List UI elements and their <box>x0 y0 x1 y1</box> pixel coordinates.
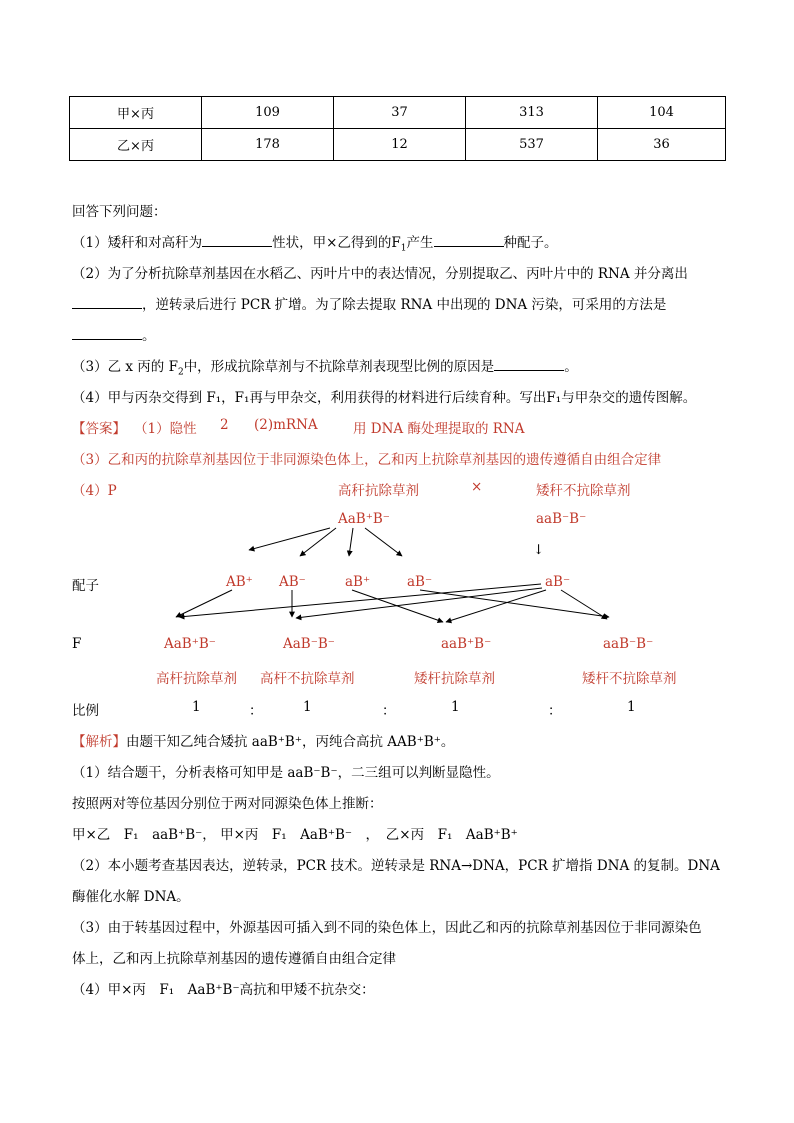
table-cell: 37 <box>334 97 466 129</box>
intro-text: 回答下列问题： <box>72 204 167 220</box>
answer-3: （3）乙和丙的抗除草剂基因位于非同源染色体上，乙和丙上抗除草剂基因的遗传遵循自由组合定律 <box>72 452 662 468</box>
arrow-line <box>249 528 330 550</box>
offspring-genotype-3: aaB⁺B⁻ <box>441 636 492 652</box>
table-cell: 甲×丙 <box>70 97 202 129</box>
table-cell: 313 <box>466 97 598 129</box>
gamete-1: AB⁺ <box>226 574 253 590</box>
arrow-line <box>420 590 609 617</box>
table-cell: 104 <box>598 97 726 129</box>
q3-text-b: 中，形成抗除草剂与不抗除草剂表现型比例的原因是 <box>183 359 495 375</box>
ratio-colon: ： <box>548 703 562 719</box>
cross-symbol: × <box>471 479 483 495</box>
ratio-value-2: 1 <box>303 699 312 715</box>
parent1-phenotype: 高秆抗除草剂 <box>338 483 419 499</box>
table-cell: 12 <box>334 129 466 161</box>
q3-text-c: 。 <box>564 359 578 375</box>
analysis-line-1: （1）结合题干，分析表格可知甲是 aaB⁻B⁻，二三组可以判断显隐性。 <box>72 765 500 781</box>
gamete-parent2: aB⁻ <box>545 574 571 590</box>
analysis-line-7: 体上，乙和丙上抗除草剂基因的遗传遵循自由组合定律 <box>72 951 396 967</box>
ratio-value-1: 1 <box>192 699 201 715</box>
arrow-line <box>349 528 353 556</box>
gamete-4: aB⁻ <box>407 574 433 590</box>
answer-1: （1）隐性 <box>134 421 197 437</box>
offspring-phenotype-2: 高杆不抗除草剂 <box>260 671 355 687</box>
gamete-3: aB⁺ <box>345 574 371 590</box>
ratio-value-3: 1 <box>451 699 460 715</box>
table-cell: 109 <box>202 97 334 129</box>
q3-sub: 2 <box>177 367 184 378</box>
offspring-phenotype-4: 矮杆不抗除草剂 <box>582 671 677 687</box>
offspring-genotype-2: AaB⁻B⁻ <box>283 636 335 652</box>
arrow-line <box>561 590 607 619</box>
p-label: （4）P <box>72 483 117 499</box>
answer-tag: 【答案】 <box>72 421 126 437</box>
analysis-tag: 【解析】 <box>72 734 126 750</box>
analysis-line-0 <box>72 730 454 750</box>
q3-text-a: （3）乙 x 丙的 F <box>72 359 178 375</box>
parent2-genotype: aaB⁻B⁻ <box>536 511 587 527</box>
parent1-genotype: AaB⁺B⁻ <box>338 511 390 527</box>
q1-text-c: 产生 <box>406 235 434 251</box>
answer-2: (2)mRNA <box>254 417 318 433</box>
ratio-label: 比例 <box>72 703 99 719</box>
ratio-colon: ： <box>249 703 263 719</box>
q2-end: 。 <box>142 328 156 344</box>
parent2-phenotype: 矮秆不抗除草剂 <box>536 483 631 499</box>
question-2-line1: （2）为了分析抗除草剂基因在水稻乙、丙叶片中的表达情况，分别提取乙、丙叶片中的 RNA 并分离出 <box>72 266 688 282</box>
q1-sub: 1 <box>400 243 407 254</box>
f-label: F <box>72 636 82 652</box>
q1-text-a: （1）矮秆和对高秆为 <box>72 235 203 251</box>
q2-text: ，逆转录后进行 PCR 扩增。为了除去提取 RNA 中出现的 DNA 污染，可采用的方法是 <box>142 297 667 313</box>
table-cell: 乙×丙 <box>70 129 202 161</box>
analysis-line-4: （2）本小题考查基因表达，逆转录，PCR 技术。逆转录是 RNA→DNA，PCR 扩增指 DNA 的复制。DNA <box>72 858 720 874</box>
offspring-phenotype-1: 高杆抗除草剂 <box>156 671 237 687</box>
down-arrow-icon: ↓ <box>533 542 545 558</box>
analysis-line-2: 按照两对等位基因分别位于两对同源染色体上推断： <box>72 796 383 812</box>
gamete-label: 配子 <box>72 578 99 594</box>
table-cell: 537 <box>466 129 598 161</box>
offspring-genotype-1: AaB⁺B⁻ <box>164 636 216 652</box>
answer-1b: 2 <box>220 417 229 433</box>
q1-text-d: 种配子。 <box>503 235 558 251</box>
table-cell: 36 <box>598 129 726 161</box>
analysis-line-3: 甲×乙 F₁ aaB⁺B⁻， 甲×丙 F₁ AaB⁺B⁻ ， 乙×丙 F₁ AaB⁺B⁺ <box>72 827 518 843</box>
ratio-colon: ： <box>382 703 396 719</box>
analysis-text: 由题干知乙纯合矮抗 aaB⁺B⁺，丙纯合高抗 AAB⁺B⁺。 <box>126 734 455 750</box>
q1-text-b: 性状，甲×乙得到的F <box>272 235 401 251</box>
analysis-line-6: （3）由于转基因过程中，外源基因可插入到不同的染色体上，因此乙和丙的抗除草剂基因位于非同源染色 <box>72 920 702 936</box>
arrow-line <box>179 584 541 617</box>
table-cell: 178 <box>202 129 334 161</box>
gamete-2: AB⁻ <box>279 574 306 590</box>
ratio-value-4: 1 <box>627 699 636 715</box>
answer-2b: 用 DNA 酶处理提取的 RNA <box>353 421 525 437</box>
analysis-line-5: 酶催化水解 DNA。 <box>72 889 190 905</box>
offspring-phenotype-3: 矮杆抗除草剂 <box>414 671 495 687</box>
analysis-line-8: （4）甲×丙 F₁ AaB⁺B⁻高抗和甲矮不抗杂交： <box>72 982 375 998</box>
arrow-line <box>300 528 336 556</box>
offspring-genotype-4: aaB⁻B⁻ <box>603 636 654 652</box>
question-4: （4）甲与丙杂交得到 F₁，F₁再与甲杂交，利用获得的材料进行后续育种。写出F₁与甲杂交的遗传图解。 <box>72 390 697 406</box>
arrow-line <box>365 528 402 556</box>
